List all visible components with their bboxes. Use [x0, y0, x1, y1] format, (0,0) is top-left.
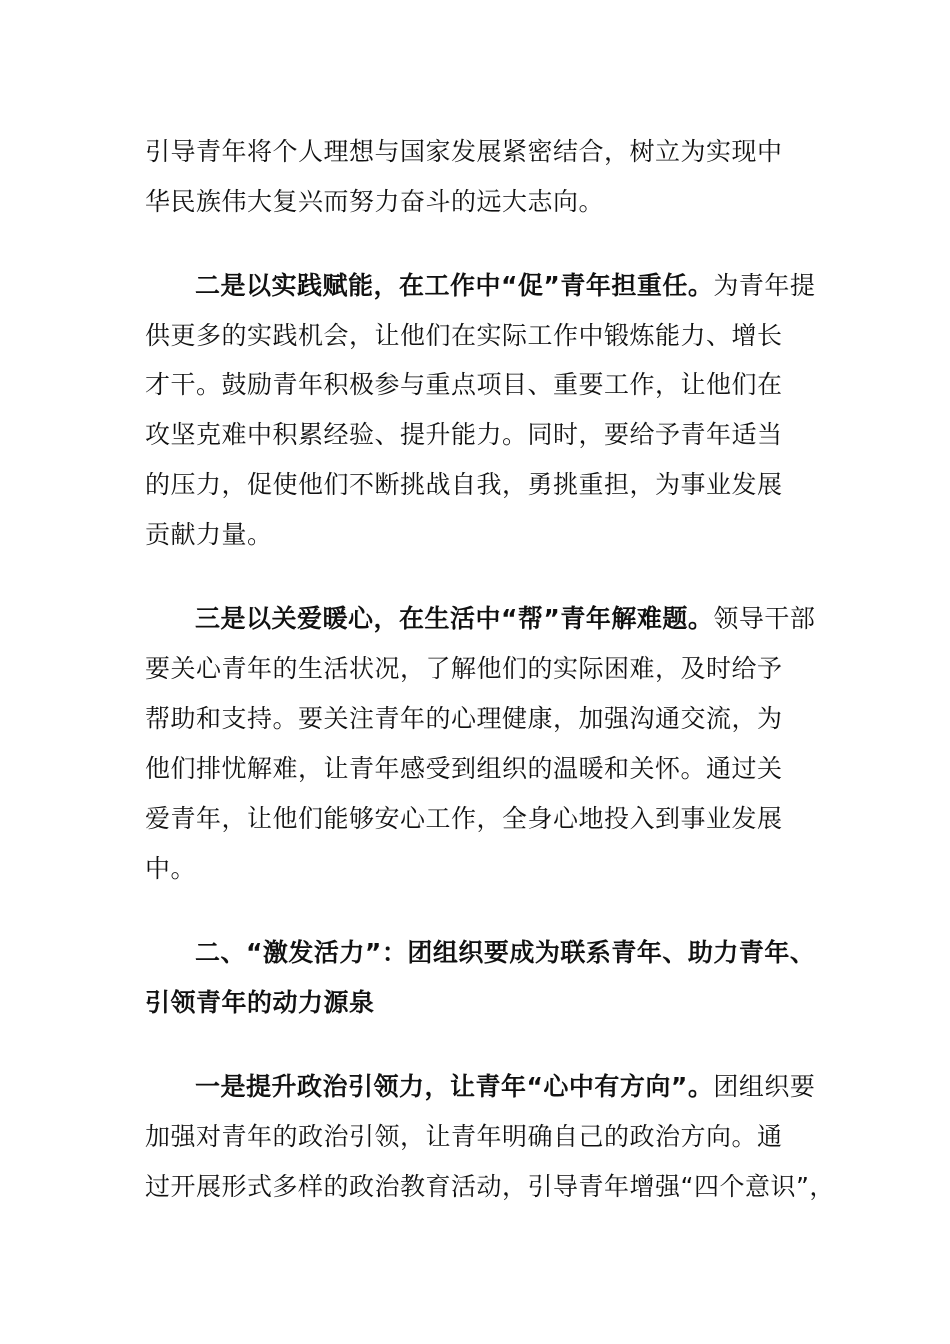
paragraph-text: 领导干部: [713, 604, 816, 633]
section-title-line: 二、“激发活力”：团组织要成为联系青年、助力青年、: [195, 938, 816, 967]
paragraph-heading: 二是以实践赋能，在工作中“促”青年担重任。: [195, 271, 714, 300]
paragraph-line: 帮助和支持。要关注青年的心理健康，加强沟通交流，为: [145, 704, 783, 733]
paragraph-line: 才干。鼓励青年积极参与重点项目、重要工作，让他们在: [145, 370, 783, 399]
paragraph-line: 加强对青年的政治引领，让青年明确自己的政治方向。通: [145, 1122, 783, 1151]
paragraph-first-line: [195, 1069, 815, 1105]
paragraph-line: 供更多的实践机会，让他们在实际工作中锻炼能力、增长: [145, 321, 783, 350]
paragraph-line: 要关心青年的生活状况，了解他们的实际困难，及时给予: [145, 654, 783, 683]
paragraph-line: 的压力，促使他们不断挑战自我，勇挑重担，为事业发展: [145, 470, 783, 499]
paragraph-line: 攻坚克难中积累经验、提升能力。同时，要给予青年适当: [145, 420, 783, 449]
paragraph-line: 爱青年，让他们能够安心工作，全身心地投入到事业发展: [145, 804, 783, 833]
paragraph-line: 引导青年将个人理想与国家发展紧密结合，树立为实现中: [145, 137, 783, 166]
paragraph-text: 为青年提: [713, 271, 816, 300]
paragraph-heading: 一是提升政治引领力，让青年“心中有方向”。: [195, 1072, 714, 1101]
paragraph-first-line: [195, 268, 815, 304]
paragraph-line: 华民族伟大复兴而努力奋斗的远大志向。: [145, 187, 605, 216]
paragraph-line: 他们排忧解难，让青年感受到组织的温暖和关怀。通过关: [145, 754, 783, 783]
paragraph-text: 团组织要: [713, 1072, 816, 1101]
paragraph-line: 过开展形式多样的政治教育活动，引导青年增强“四个意识”，: [145, 1172, 835, 1201]
section-title-line: 引领青年的动力源泉: [145, 988, 375, 1017]
paragraph-first-line: [195, 601, 815, 637]
paragraph-line: 中。: [145, 854, 197, 883]
paragraph-line: 贡献力量。: [145, 520, 273, 549]
paragraph-heading: 三是以关爱暖心，在生活中“帮”青年解难题。: [195, 604, 714, 633]
